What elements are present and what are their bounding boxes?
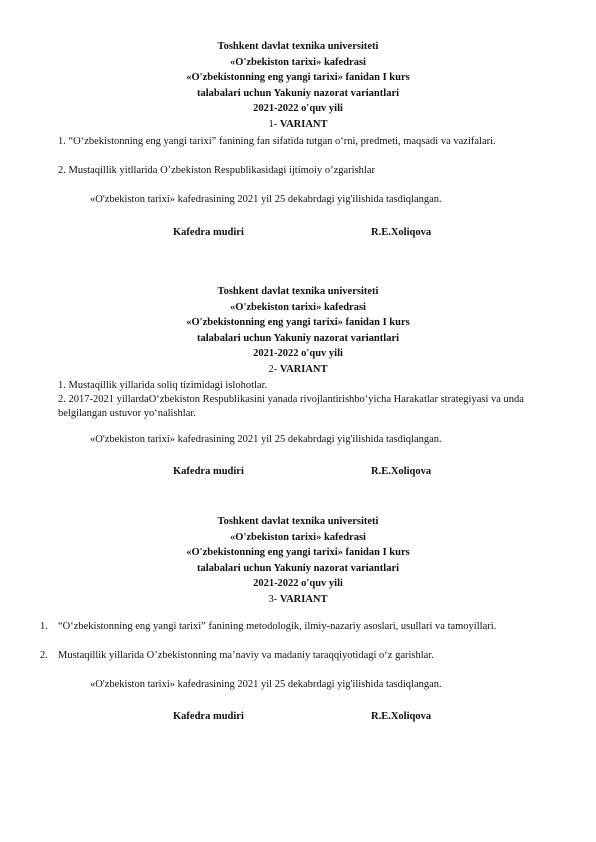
academic-year: 2021-2022 o'quv yili — [253, 348, 343, 359]
variant-1-header — [0, 39, 596, 132]
variant-2-header — [0, 284, 596, 377]
question-2: 2. Mustaqillik yitllarida O’zbekiston Respublikasidagi ijtimoiy o’zgarishlar — [58, 165, 375, 176]
question-1: 1. “O‘zbekistonning eng yangi tarixi” fanining fan sifatida tutgan o‘rni, predmeti, maqsadi va vazifalari. — [58, 136, 496, 147]
department-name: «O'zbekiston tarixi» kafedrasi — [230, 56, 366, 68]
subject-line: «O'zbekistonning eng yangi tarixi» fanidan I kurs — [186, 72, 410, 83]
question-2: Mustaqillik yillarida O’zbekistonning ma’naviy va madaniy taraqqiyotidagi o‘z garishlar. — [58, 650, 434, 661]
signature-title: Kafedra mudiri — [173, 227, 244, 238]
academic-year: 2021-2022 o'quv yili — [253, 103, 343, 114]
variant-number: 2- — [268, 363, 280, 375]
question-2-number: 2. — [40, 650, 48, 661]
variant-number: 3- — [268, 593, 280, 605]
department-name: «O'zbekiston tarixi» kafedrasi — [230, 301, 366, 313]
variant-title — [0, 117, 596, 133]
subject-line: «O'zbekistonning eng yangi tarixi» fanidan I kurs — [186, 317, 410, 328]
approval-note: «O'zbekiston tarixi» kafedrasining 2021 yil 25 dekabrdagi yig'ilishida tasdiqlangan. — [90, 679, 442, 690]
subject-line: «O'zbekistonning eng yangi tarixi» fanidan I kurs — [186, 547, 410, 558]
signature-title: Kafedra mudiri — [173, 466, 244, 477]
academic-year: 2021-2022 o'quv yili — [253, 578, 343, 589]
question-1-number: 1. — [40, 621, 48, 632]
variant-title — [0, 362, 596, 378]
audience-line: talabalari uchun Yakuniy nazorat variantlari — [196, 87, 400, 99]
university-name: Toshkent davlat texnika universiteti — [217, 516, 379, 527]
variant-word: VARIANT — [279, 118, 328, 130]
variant-title — [0, 592, 596, 608]
approval-note: «O'zbekiston tarixi» kafedrasining 2021 yil 25 dekabrdagi yig'ilishida tasdiqlangan. — [90, 434, 442, 445]
variant-3-header — [0, 514, 596, 607]
university-name: Toshkent davlat texnika universiteti — [217, 41, 379, 52]
approval-note: «O'zbekiston tarixi» kafedrasining 2021 yil 25 dekabrdagi yig'ilishida tasdiqlangan. — [90, 194, 442, 205]
variant-number: 1- — [268, 118, 280, 130]
signature-title: Kafedra mudiri — [173, 711, 244, 722]
audience-line: talabalari uchun Yakuniy nazorat variantlari — [196, 562, 400, 574]
signature-name: R.E.Xoliqova — [371, 466, 432, 477]
question-1: 1. Mustaqillik yillarida soliq tizimidagi islohotlar. — [58, 380, 268, 391]
variant-word: VARIANT — [279, 363, 328, 375]
variant-word: VARIANT — [279, 593, 328, 605]
department-name: «O'zbekiston tarixi» kafedrasi — [230, 531, 366, 543]
question-2: 2. 2017-2021 yillardaO‘zbekiston Respublikasini yanada rivojlantirishbo‘yicha Harakatlar strategiyasi va unda belgilangan ustuvor yo‘nalishlar. — [58, 394, 524, 419]
university-name: Toshkent davlat texnika universiteti — [217, 286, 379, 297]
question-1: “O‘zbekistonning eng yangi tarixi” fanining metodologik, ilmiy-nazariy asoslari, usullari va tamoyillari. — [58, 621, 497, 632]
signature-name: R.E.Xoliqova — [371, 711, 432, 722]
signature-name: R.E.Xoliqova — [371, 227, 432, 238]
audience-line: talabalari uchun Yakuniy nazorat variantlari — [196, 332, 400, 344]
